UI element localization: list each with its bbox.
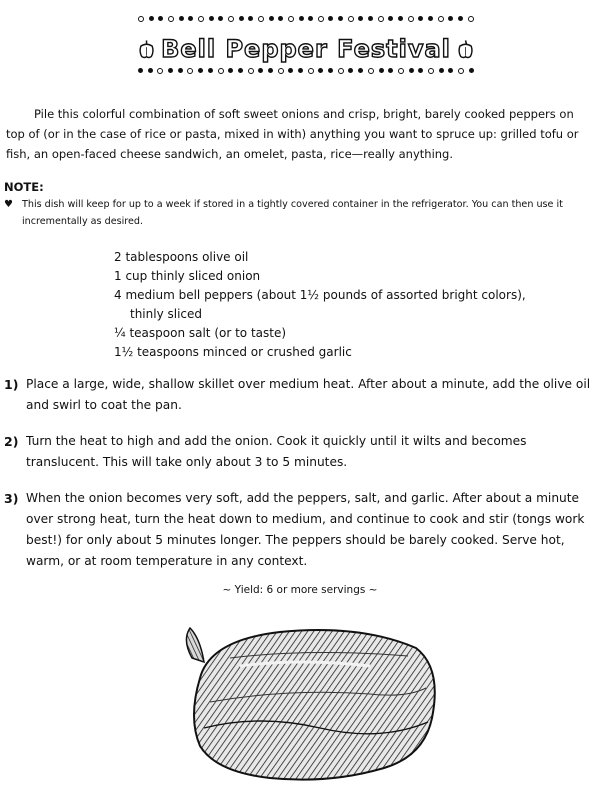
- decorative-dot: [258, 16, 264, 22]
- decorative-dot: [418, 16, 423, 21]
- decorative-dot: [149, 16, 154, 21]
- decorative-dot: [288, 16, 294, 22]
- decorative-dot: [468, 16, 474, 22]
- top-dot-border: [138, 16, 474, 26]
- decorative-dot: [168, 16, 174, 22]
- bottom-dot-border: [138, 68, 474, 78]
- decorative-dot: [458, 16, 463, 21]
- decorative-dot: [187, 68, 193, 74]
- decorative-dot: [209, 16, 214, 21]
- decorative-dot: [418, 68, 423, 73]
- decorative-dot: [218, 16, 223, 21]
- note-label: NOTE:: [4, 180, 44, 194]
- page-title: Bell Pepper Festival: [161, 35, 451, 63]
- decorative-dot: [228, 68, 233, 73]
- decorative-dot: [438, 16, 444, 22]
- decorative-dot: [398, 68, 404, 74]
- bell-pepper-illustration: [170, 618, 444, 788]
- decorative-dot: [428, 68, 434, 74]
- decorative-dot: [278, 16, 283, 21]
- decorative-dot: [248, 68, 254, 74]
- decorative-dot: [188, 16, 193, 21]
- decorative-dot: [469, 68, 474, 73]
- decorative-dot: [157, 68, 163, 74]
- decorative-dot: [328, 68, 333, 73]
- decorative-dot: [379, 68, 384, 73]
- decorative-dot: [318, 68, 323, 73]
- decorative-dot: [299, 16, 304, 21]
- decorative-dot: [198, 68, 203, 73]
- decorative-dot: [298, 68, 303, 73]
- decorative-dot: [308, 16, 313, 21]
- title-banner: [138, 10, 474, 78]
- decorative-dot: [148, 68, 153, 73]
- decorative-dot: [338, 16, 343, 21]
- decorative-dot: [398, 16, 403, 21]
- decorative-dot: [178, 68, 183, 73]
- decorative-dot: [368, 68, 374, 74]
- decorative-dot: [368, 16, 373, 21]
- decorative-dot: [168, 68, 173, 73]
- pepper-icon: [457, 38, 474, 60]
- step-text: When the onion becomes very soft, add the peppers, salt, and garlic. After about a minute over strong heat, turn the heat down to medium, and continue to cook and stir (tongs work best!) for only about 5 minutes longer. The peppers should be barely cooked. Serve hot, warm, or at room temperature in any context.: [26, 491, 585, 568]
- note-item: [4, 196, 596, 230]
- decorative-dot: [388, 16, 393, 21]
- yield-line: ~ Yield: 6 or more servings ~: [222, 584, 378, 596]
- pepper-icon: [138, 38, 155, 60]
- decorative-dot: [179, 16, 184, 21]
- ingredient-item: ¼ teaspoon salt (or to taste): [114, 326, 287, 340]
- decorative-dot: [158, 16, 163, 21]
- decorative-dot: [378, 16, 384, 22]
- ingredient-item: 1½ teaspoons minced or crushed garlic: [114, 345, 352, 359]
- decorative-dot: [198, 16, 204, 22]
- decorative-dot: [428, 16, 433, 21]
- ingredient-item: 4 medium bell peppers (about 1½ pounds of assorted bright colors),: [114, 288, 526, 302]
- decorative-dot: [138, 16, 144, 22]
- decorative-dot: [248, 16, 253, 21]
- decorative-dot: [239, 16, 244, 21]
- step-number: 1): [4, 377, 19, 392]
- decorative-dot: [448, 16, 453, 21]
- ingredient-item-continued: thinly sliced: [130, 307, 203, 321]
- decorative-dot: [138, 68, 143, 73]
- decorative-dot: [238, 68, 243, 73]
- ingredient-item: 2 tablespoons olive oil: [114, 250, 249, 264]
- decorative-dot: [308, 68, 314, 74]
- decorative-dot: [268, 68, 273, 73]
- decorative-dot: [408, 16, 414, 22]
- step-number: 2): [4, 434, 19, 449]
- decorative-dot: [328, 16, 333, 21]
- step-2: [4, 431, 598, 473]
- decorative-dot: [258, 68, 263, 73]
- decorative-dot: [358, 68, 363, 73]
- title-row: [138, 32, 474, 66]
- decorative-dot: [278, 68, 284, 74]
- heart-icon: ♥: [4, 199, 13, 210]
- step-text: Place a large, wide, shallow skillet over medium heat. After about a minute, add the olive oil and swirl to coat the pan.: [26, 377, 591, 412]
- decorative-dot: [388, 68, 393, 73]
- decorative-dot: [228, 16, 234, 22]
- decorative-dot: [269, 16, 274, 21]
- decorative-dot: [458, 68, 464, 74]
- decorative-dot: [448, 68, 453, 73]
- decorative-dot: [208, 68, 213, 73]
- decorative-dot: [288, 68, 293, 73]
- decorative-dot: [439, 68, 444, 73]
- decorative-dot: [338, 68, 344, 74]
- decorative-dot: [409, 68, 414, 73]
- step-number: 3): [4, 491, 19, 506]
- ingredient-list: [114, 248, 584, 362]
- step-3: [4, 488, 598, 572]
- step-1: [4, 374, 598, 416]
- note-text: This dish will keep for up to a week if stored in a tightly covered container in the refrigerator. You can then use it incrementally as desired.: [22, 199, 563, 227]
- decorative-dot: [358, 16, 363, 21]
- intro-paragraph: Pile this colorful combination of soft sweet onions and crisp, bright, barely cooked peppers on top of (or in the case of rice or pasta, mixed in with) anything you want to spruce up: grilled tofu or fish, an open-faced cheese sandwich, an omelet, pasta, rice—really anything.: [6, 107, 579, 161]
- ingredient-item: 1 cup thinly sliced onion: [114, 269, 261, 283]
- decorative-dot: [348, 16, 354, 22]
- decorative-dot: [348, 68, 353, 73]
- decorative-dot: [218, 68, 224, 74]
- decorative-dot: [318, 16, 324, 22]
- step-text: Turn the heat to high and add the onion. Cook it quickly until it wilts and becomes translucent. This will take only about 3 to 5 minutes.: [26, 434, 527, 469]
